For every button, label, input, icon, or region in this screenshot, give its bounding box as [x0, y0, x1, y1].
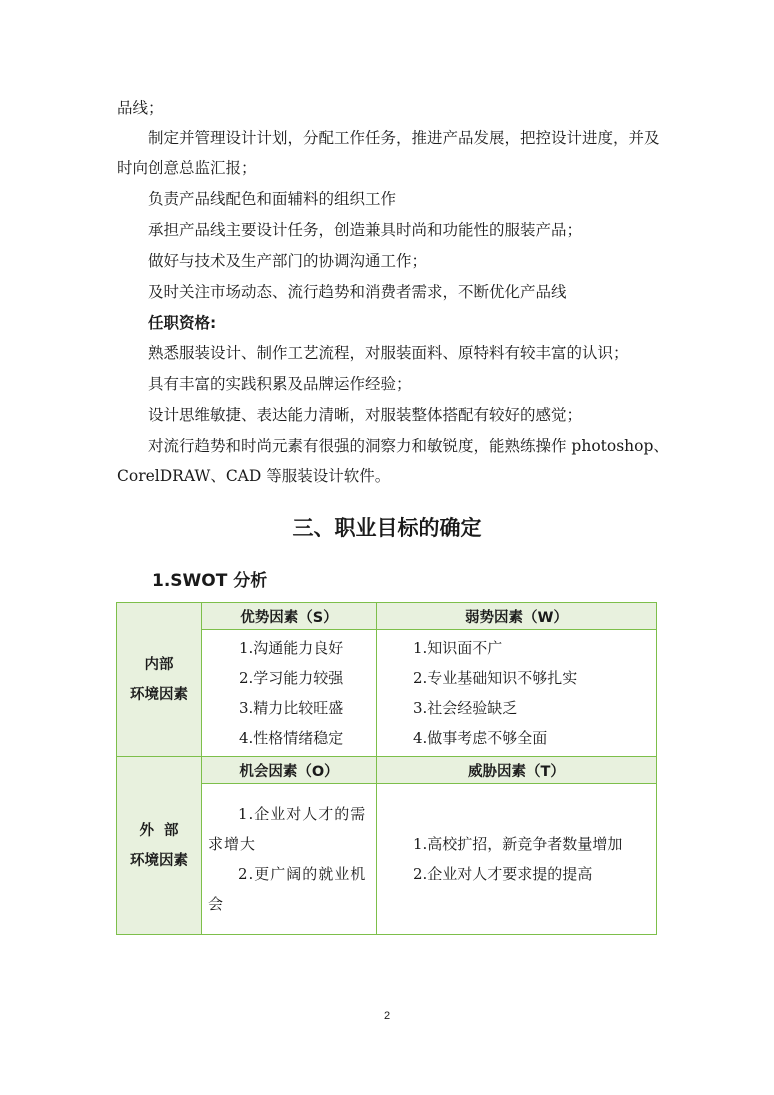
body-line: 做好与技术及生产部门的协调沟通工作； — [148, 252, 428, 270]
external-label-line-1: 外 部 — [139, 822, 179, 839]
weakness-item: 3.社会经验缺乏 — [413, 699, 518, 717]
body-line: 制定并管理设计计划，分配工作任务，推进产品发展，把控设计进度，并及 — [148, 129, 660, 147]
strength-item: 2.学习能力较强 — [239, 669, 344, 687]
body-line: 负责产品线配色和面辅料的组织工作 — [148, 190, 397, 208]
section-title: 三、职业目标的确定 — [292, 516, 482, 540]
weakness-item: 4.做事考虑不够全面 — [413, 729, 548, 747]
body-line: 熟悉服装设计、制作工艺流程，对服装面料、原特料有较丰富的认识； — [148, 344, 629, 362]
qualifications-heading: 任职资格: — [148, 314, 217, 332]
external-factors-label — [117, 757, 202, 935]
internal-label-line-1: 内部 — [144, 656, 174, 673]
body-line: CorelDRAW、CAD 等服装设计软件。 — [117, 467, 391, 485]
strengths-header: 优势因素（S） — [202, 603, 377, 630]
body-line: 品线； — [117, 99, 164, 117]
strength-item: 4.性格情绪稳定 — [239, 729, 344, 747]
opportunity-item: 1.企业对人才的需求增大 — [208, 805, 367, 853]
subsection-title: 1.SWOT 分析 — [152, 571, 268, 591]
external-label-line-2: 环境因素 — [130, 852, 188, 869]
threats-header: 威胁因素（T） — [377, 757, 657, 784]
strengths-cell — [202, 630, 377, 757]
weaknesses-cell — [377, 630, 657, 757]
opportunities-header: 机会因素（O） — [202, 757, 377, 784]
strength-item: 1.沟通能力良好 — [239, 639, 344, 657]
swot-table — [116, 602, 657, 935]
weakness-item: 1.知识面不广 — [413, 639, 503, 657]
weaknesses-header: 弱势因素（W） — [377, 603, 657, 630]
body-line: 及时关注市场动态、流行趋势和消费者需求，不断优化产品线 — [148, 283, 567, 301]
body-line: 设计思维敏捷、表达能力清晰，对服装整体搭配有较好的感觉； — [148, 406, 583, 424]
body-line: 对流行趋势和时尚元素有很强的洞察力和敏锐度，能熟练操作 photoshop、 — [148, 437, 669, 455]
body-line: 时向创意总监汇报； — [117, 159, 257, 177]
threat-item: 2.企业对人才要求提的提高 — [413, 865, 593, 883]
threat-item: 1.高校扩招，新竞争者数量增加 — [413, 835, 623, 853]
page-number: 2 — [383, 1010, 391, 1022]
body-line: 承担产品线主要设计任务，创造兼具时尚和功能性的服装产品； — [148, 221, 583, 239]
threats-cell — [377, 784, 657, 935]
body-line: 具有丰富的实践积累及品牌运作经验； — [148, 375, 412, 393]
strength-item: 3.精力比较旺盛 — [239, 699, 344, 717]
internal-label-line-2: 环境因素 — [130, 686, 188, 703]
weakness-item: 2.专业基础知识不够扎实 — [413, 669, 578, 687]
opportunities-cell — [202, 784, 377, 935]
internal-factors-label — [117, 603, 202, 757]
opportunity-item: 2.更广阔的就业机会 — [208, 865, 367, 913]
